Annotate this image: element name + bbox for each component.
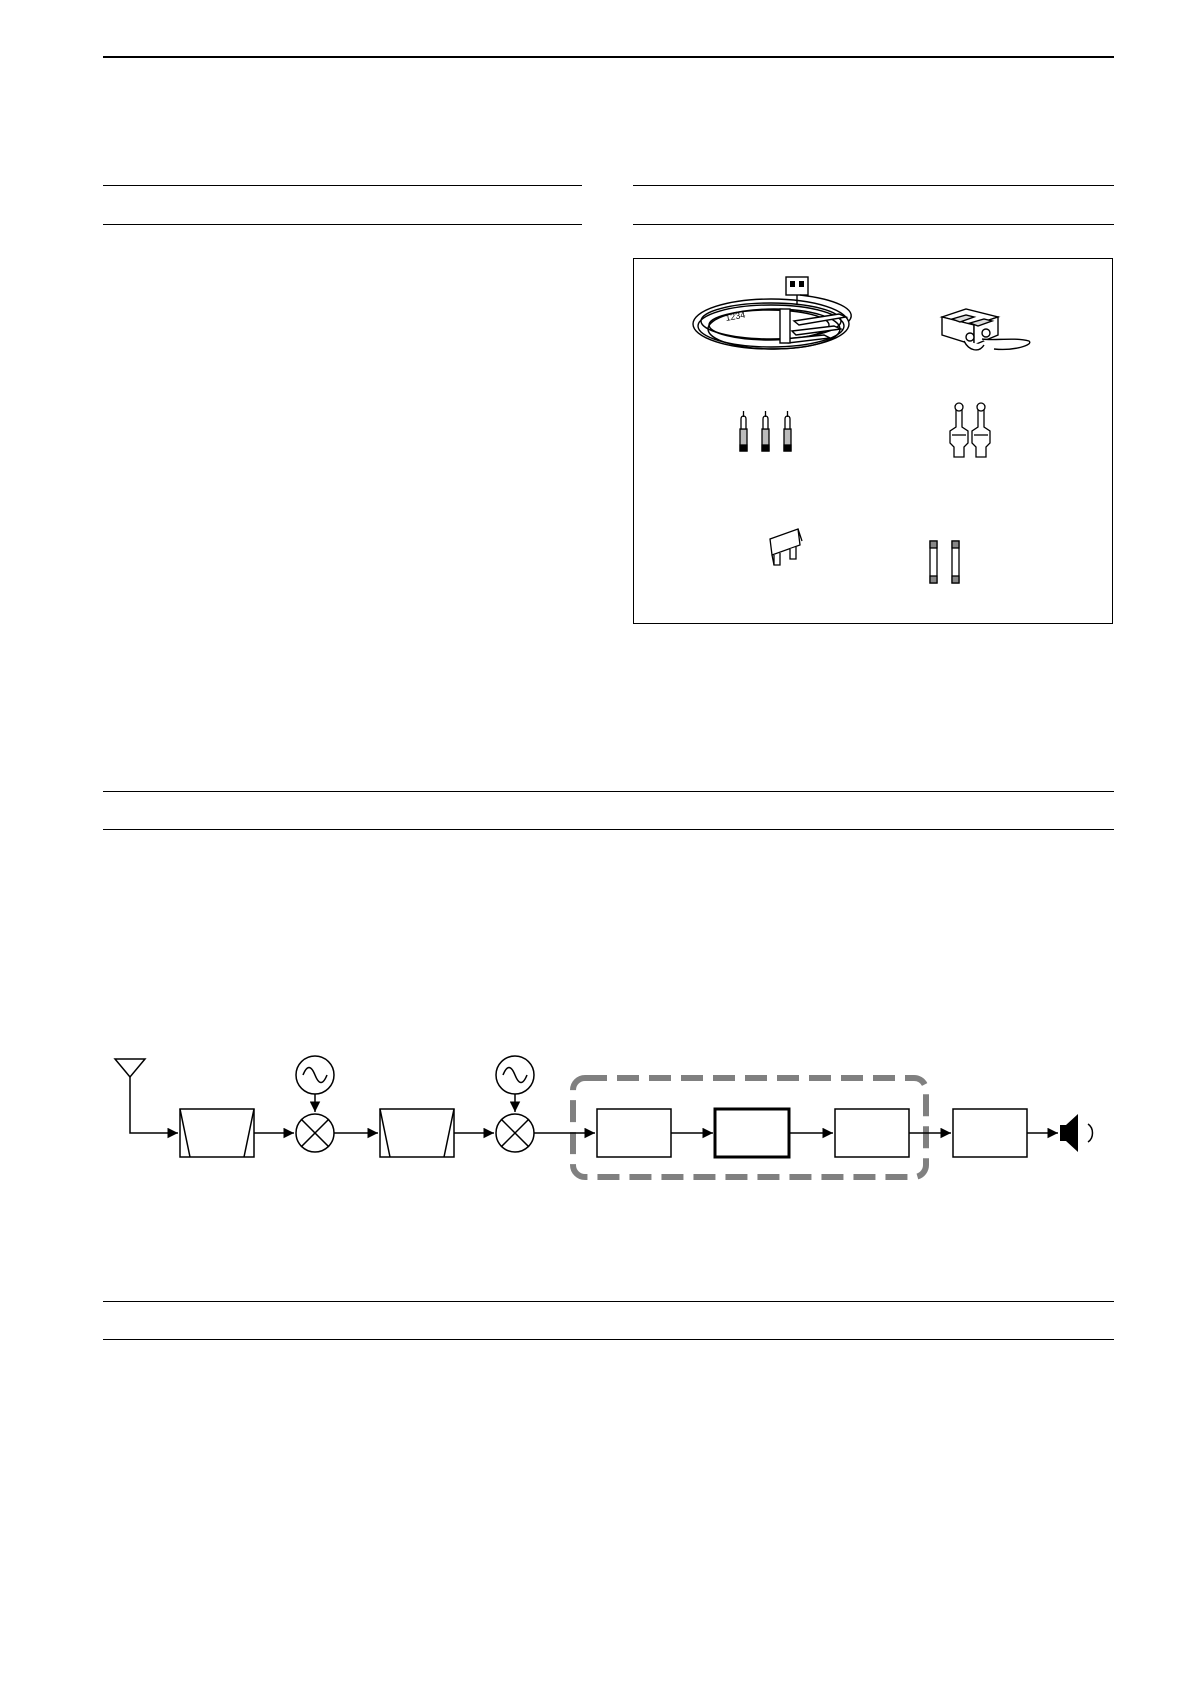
dsp-group-border — [573, 1078, 926, 1177]
local-oscillator-1-icon — [296, 1056, 334, 1112]
left-section-top-rule — [103, 185, 582, 186]
mixer-2 — [496, 1114, 534, 1152]
blade-fuse-icon — [770, 529, 802, 565]
antenna-icon — [115, 1059, 178, 1133]
connectors-icon — [950, 403, 990, 457]
spare-connector-icon — [942, 309, 1030, 350]
dsp-block-1 — [597, 1109, 671, 1157]
mixer-1 — [296, 1114, 334, 1152]
dc-power-cable-icon — [693, 277, 851, 349]
diagram-section-top-rule — [103, 791, 1114, 792]
cable-marking: 1234 — [724, 309, 747, 323]
speaker-icon — [1060, 1114, 1093, 1152]
dsp-block-2 — [715, 1109, 789, 1157]
bandpass-filter-2 — [380, 1109, 454, 1157]
diagram-section-bottom-rule — [103, 829, 1114, 830]
page-header-rule — [103, 56, 1114, 58]
right-section-bottom-rule — [633, 224, 1114, 225]
plugs-icon — [740, 411, 791, 451]
local-oscillator-2-icon — [496, 1056, 534, 1112]
glass-fuses-icon — [930, 541, 959, 583]
bottom-section-bottom-rule — [103, 1339, 1114, 1340]
left-section-bottom-rule — [103, 224, 582, 225]
bottom-section-top-rule — [103, 1301, 1114, 1302]
accessories-figure — [633, 258, 1113, 624]
output-block — [953, 1109, 1027, 1157]
bandpass-filter-1 — [180, 1109, 254, 1157]
dsp-block-3 — [835, 1109, 909, 1157]
right-section-top-rule — [633, 185, 1114, 186]
